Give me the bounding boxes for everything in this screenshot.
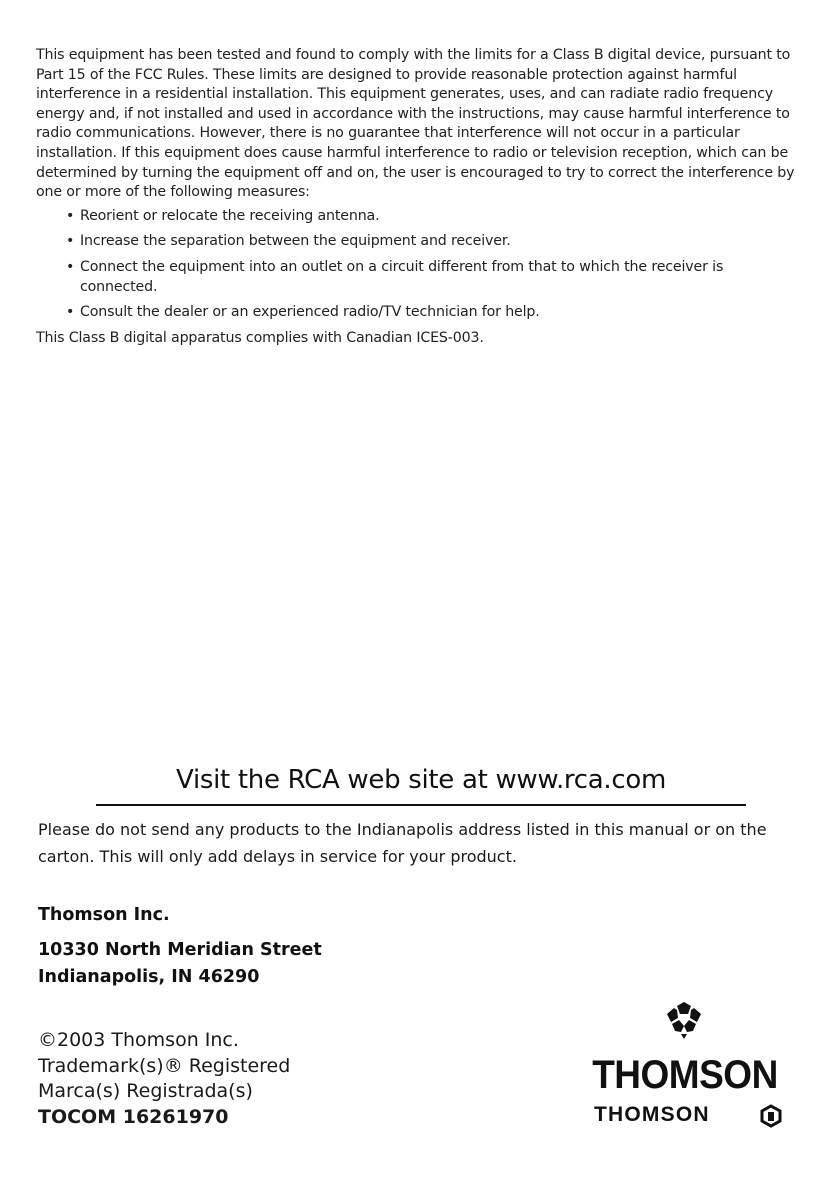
- address-company: Thomson Inc.: [38, 905, 170, 925]
- thomson-wordmark-large: THOMSON: [592, 1052, 778, 1097]
- divider: [96, 804, 746, 806]
- thomson-emblem-icon: [664, 1000, 704, 1040]
- bullet-icon: •: [66, 304, 75, 321]
- thomson-logo: [580, 1000, 800, 1140]
- copyright-line: ©2003 Thomson Inc.: [38, 1029, 239, 1051]
- shipping-notice: Please do not send any products to the Indianapolis address listed in this manual or on the carton. This will only add delays in service for your product.: [38, 820, 767, 866]
- list-item: • Increase the separation between the equipment and receiver.: [66, 232, 796, 252]
- list-item: • Reorient or relocate the receiving antenna.: [66, 207, 796, 227]
- canada-ices-statement: This Class B digital apparatus complies with Canadian ICES-003.: [36, 329, 484, 346]
- address-street: 10330 North Meridian Street: [38, 940, 322, 960]
- company-address: [38, 902, 538, 991]
- visit-website-heading: Visit the RCA web site at www.rca.com: [176, 765, 666, 795]
- address-city: Indianapolis, IN 46290: [38, 967, 260, 987]
- tocom-number: TOCOM 16261970: [38, 1105, 229, 1128]
- legal-block: [38, 1028, 438, 1130]
- trademark-line: Trademark(s)® Registered: [38, 1054, 291, 1077]
- marca-line: Marca(s) Registrada(s): [38, 1080, 253, 1102]
- thomson-wordmark-small: THOMSON: [594, 1103, 710, 1126]
- thomson-small-emblem-icon: [758, 1104, 784, 1128]
- fcc-measures-list: [36, 207, 796, 323]
- bullet-icon: •: [66, 258, 75, 275]
- bullet-icon: •: [66, 233, 75, 250]
- fcc-statement: [36, 46, 796, 348]
- fcc-intro-paragraph: This equipment has been tested and found to comply with the limits for a Class B digital device, pursuant to Part 15 of the FCC Rules. These limits are designed to provide reasonable protection against harmful interference in a residential installation. This equipment generates, uses, and can radiate radio frequency energy and, if not installed and used in accordance with the instructions, may cause harmful interference to radio communications. However, there is no guarantee that interference will not occur in a particular installation. If this equipment does cause harmful interference to radio or television reception, which can be determined by turning the equipment off and on, the user is encouraged to try to correct the interference by one or more of the following measures:: [36, 47, 795, 201]
- list-item: • Consult the dealer or an experienced radio/TV technician for help.: [66, 303, 796, 323]
- bullet-icon: •: [66, 207, 75, 224]
- list-item: • Connect the equipment into an outlet on a circuit different from that to which the receiver is connected.: [66, 258, 724, 295]
